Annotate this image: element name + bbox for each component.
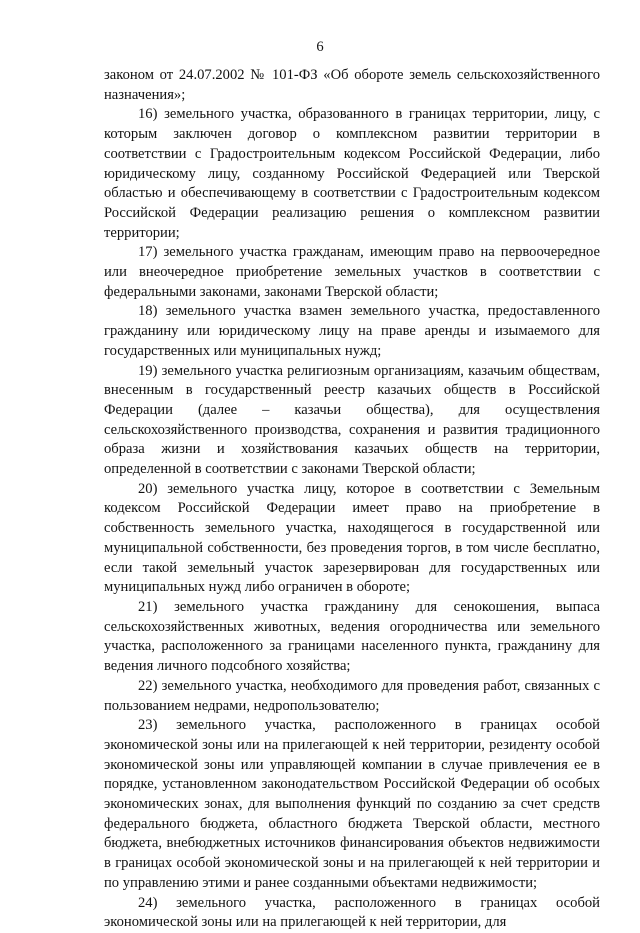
page-number: 6 <box>316 39 324 55</box>
paragraph-item-18: 18) земельного участка взамен земельного участка, предоставленного гражданину или юридическому лицу на праве аренды и изымаемого для государственных или муниципальных нужд; <box>104 303 600 359</box>
paragraph-continuation: законом от 24.07.2002 № 101-ФЗ «Об обороте земель сельскохозяйственного назначения»; <box>104 67 600 103</box>
paragraph-item-19: 19) земельного участка религиозным организациям, казачьим обществам, внесенным в государственный реестр казачьих обществ в Российской Федерации (далее – казачьи общества), для осуществления сельскохозяйственного производства, сохранения и развития традиционного образа жизни и хозяйствования казачьих обществ на территории, определенной в соответствии с законами Тверской области; <box>104 362 600 478</box>
document-body <box>104 66 600 933</box>
paragraph-item-22: 22) земельного участка, необходимого для проведения работ, связанных с пользованием недрами, недропользователю; <box>104 677 600 714</box>
paragraph-item-23: 23) земельного участка, расположенного в границах особой экономической зоны или на прилегающей к ней территории, резиденту особой экономической зоны или управляющей компании в случае привлечения ее в порядке, установленном законодательством Российской Федерации об особых экономических зонах, для выполнения функций по созданию за счет средств федерального бюджета, областного бюджета Тверской области, местного бюджета, внебюджетных источников финансирования объектов недвижимости в границах особой экономической зоны и на прилегающей к ней территории и по управлению этими и ранее созданными объектами недвижимости; <box>104 717 600 891</box>
paragraph-item-20: 20) земельного участка лицу, которое в соответствии с Земельным кодексом Российской Федерации имеет право на приобретение в собственность земельного участка, находящегося в государственной или муниципальной собственности, без проведения торгов, в том числе бесплатно, если такой земельный участок зарезервирован для государственных или муниципальных нужд либо ограничен в обороте; <box>104 480 600 596</box>
paragraph-item-24: 24) земельного участка, расположенного в границах особой экономической зоны или на прилегающей к ней территории, для <box>104 894 600 931</box>
paragraph-item-21: 21) земельного участка гражданину для сенокошения, выпаса сельскохозяйственных животных, ведения огородничества или земельного участка, расположенного за границами населенного пункта, гражданину для ведения личного подсобного хозяйства; <box>104 598 600 675</box>
paragraph-item-16: 16) земельного участка, образованного в границах территории, лицу, с которым заключен договор о комплексном развитии территории в соответствии с Градостроительным кодексом Российской Федерации, либо юридическому лицу, созданному Российской Федерацией или Тверской областью и обеспечивающему в соответствии с Градостроительным кодексом Российской Федерации реализацию решения о комплексном развитии территории; <box>104 106 600 241</box>
paragraph-item-17: 17) земельного участка гражданам, имеющим право на первоочередное или внеочередное приобретение земельных участков в соответствии с федеральными законами, законами Тверской области; <box>104 244 600 300</box>
